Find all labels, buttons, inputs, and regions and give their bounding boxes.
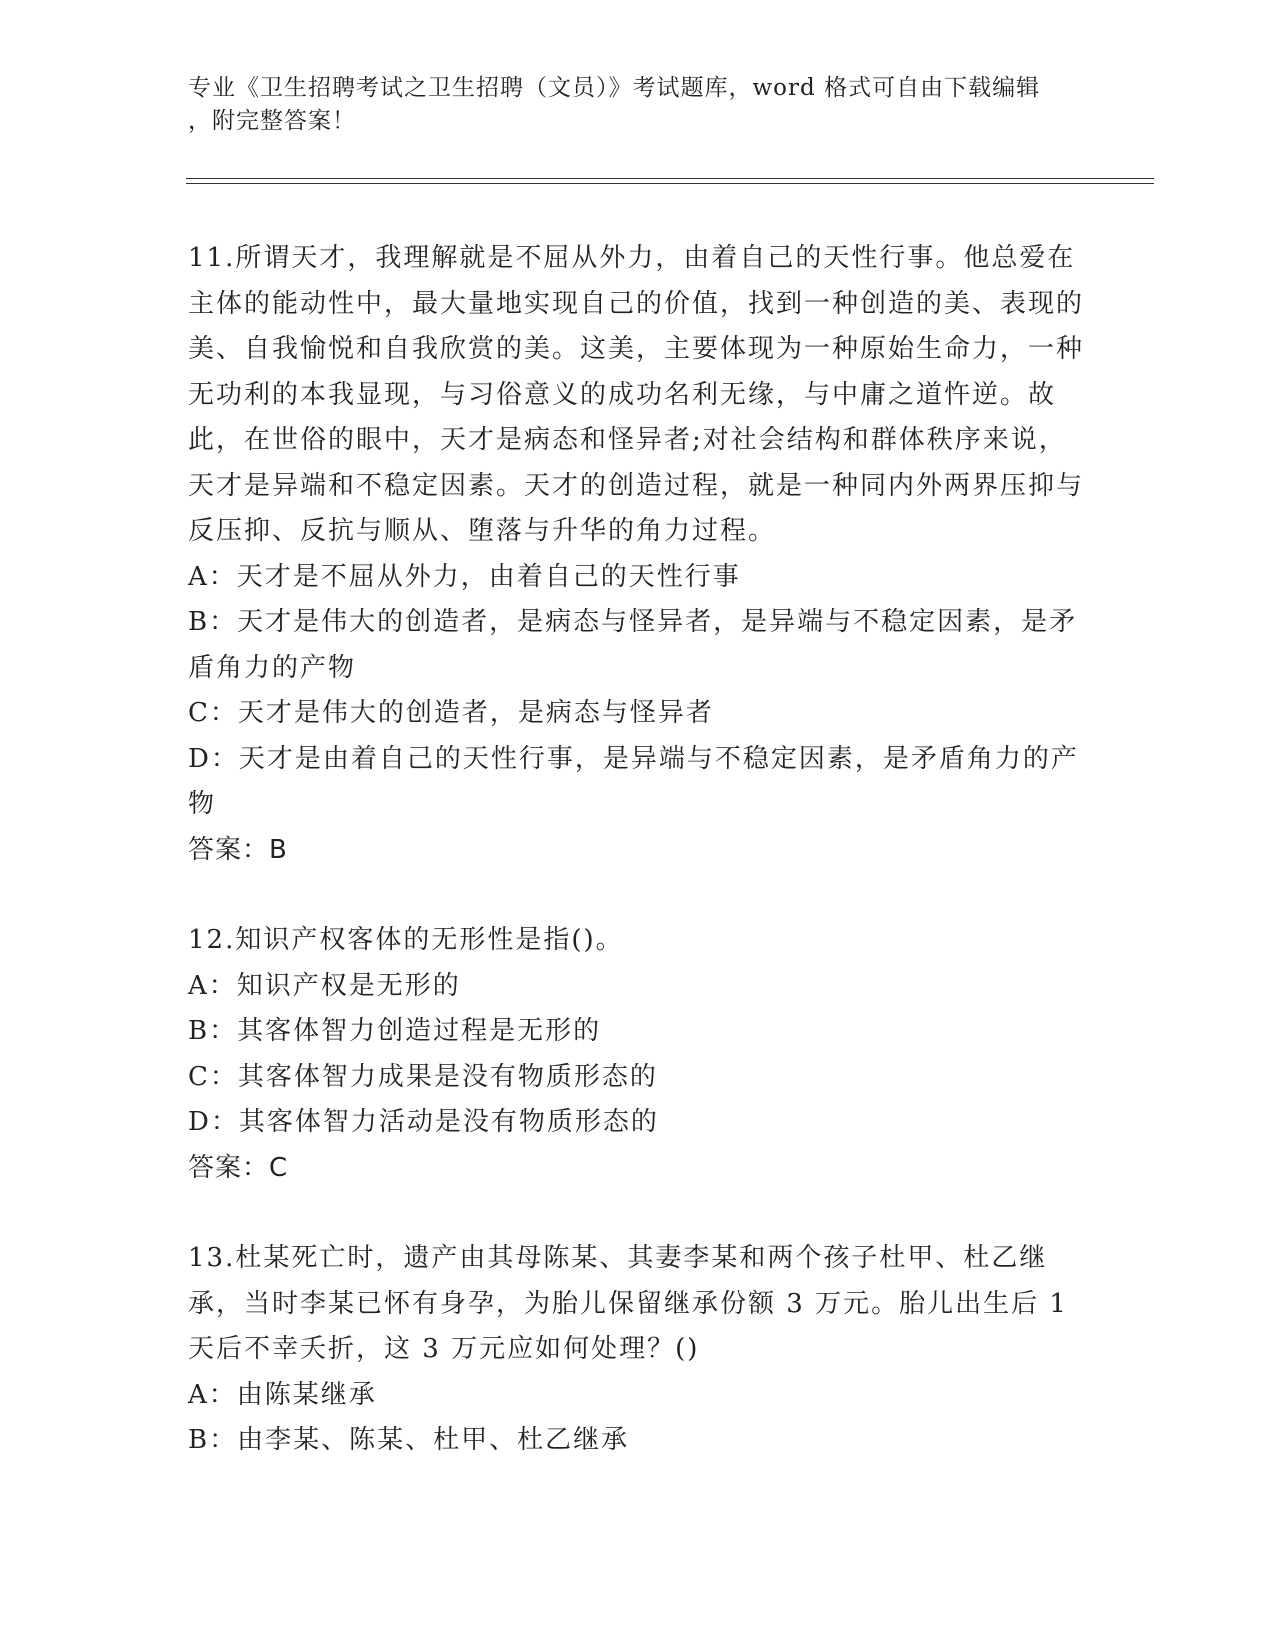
header-divider-top bbox=[186, 178, 1154, 179]
header-divider-bottom bbox=[186, 183, 1154, 184]
question-13 bbox=[188, 1236, 1088, 1464]
option-d: D：天才是由着自己的天性行事，是异端与不稳定因素，是矛盾角力的产物 bbox=[188, 743, 1079, 819]
question-spacer bbox=[188, 873, 1088, 918]
question-spacer bbox=[188, 1191, 1088, 1236]
option-b: B：天才是伟大的创造者，是病态与怪异者，是异端与不稳定因素，是矛盾角力的产物 bbox=[188, 607, 1078, 683]
question-12 bbox=[188, 918, 1088, 1191]
answer-label: 答案：B bbox=[188, 834, 288, 865]
option-d: D：其客体智力活动是没有物质形态的 bbox=[188, 1107, 659, 1137]
question-text: 11.所谓天才，我理解就是不屈从外力，由着自己的天性行事。他总爱在主体的能动性中，最大量地实现自己的价值，找到一种创造的美、表现的美、自我愉悦和自我欣赏的美。这美，主要体现为一种原始生命力，一种无功利的本我显现，与习俗意义的成功名利无缘，与中庸之道忤逆。故此，在世俗的眼中，天才是病态和怪异者;对社会结构和群体秩序来说，天才是异端和不稳定因素。天才的创造过程，就是一种同内外两界压抑与反压抑、反抗与顺从、堕落与升华的角力过程。 bbox=[188, 243, 1085, 546]
question-11 bbox=[188, 236, 1088, 873]
header-line-2: ，附完整答案！ bbox=[188, 108, 356, 134]
document-header bbox=[188, 72, 1068, 138]
option-c: C：其客体智力成果是没有物质形态的 bbox=[188, 1061, 658, 1092]
question-text: 13.杜某死亡时，遗产由其母陈某、其妻李某和两个孩子杜甲、杜乙继承，当时李某已怀有身孕，为胎儿保留继承份额 3 万元。胎儿出生后 1 天后不幸夭折，这 3 万元应如何处理？() bbox=[188, 1243, 1068, 1364]
question-list bbox=[188, 236, 1088, 1464]
answer-label: 答案：C bbox=[188, 1152, 289, 1183]
option-a: A：天才是不屈从外力，由着自己的天性行事 bbox=[188, 561, 741, 592]
option-b: B：其客体智力创造过程是无形的 bbox=[188, 1016, 602, 1046]
option-c: C：天才是伟大的创造者，是病态与怪异者 bbox=[188, 698, 714, 728]
question-text: 12.知识产权客体的无形性是指()。 bbox=[188, 925, 624, 955]
option-a: A：知识产权是无形的 bbox=[188, 970, 461, 1001]
option-b: B：由李某、陈某、杜甲、杜乙继承 bbox=[188, 1425, 630, 1455]
header-line-1: 专业《卫生招聘考试之卫生招聘（文员）》考试题库，word 格式可自由下载编辑 bbox=[188, 75, 1041, 101]
option-a: A：由陈某继承 bbox=[188, 1379, 377, 1410]
